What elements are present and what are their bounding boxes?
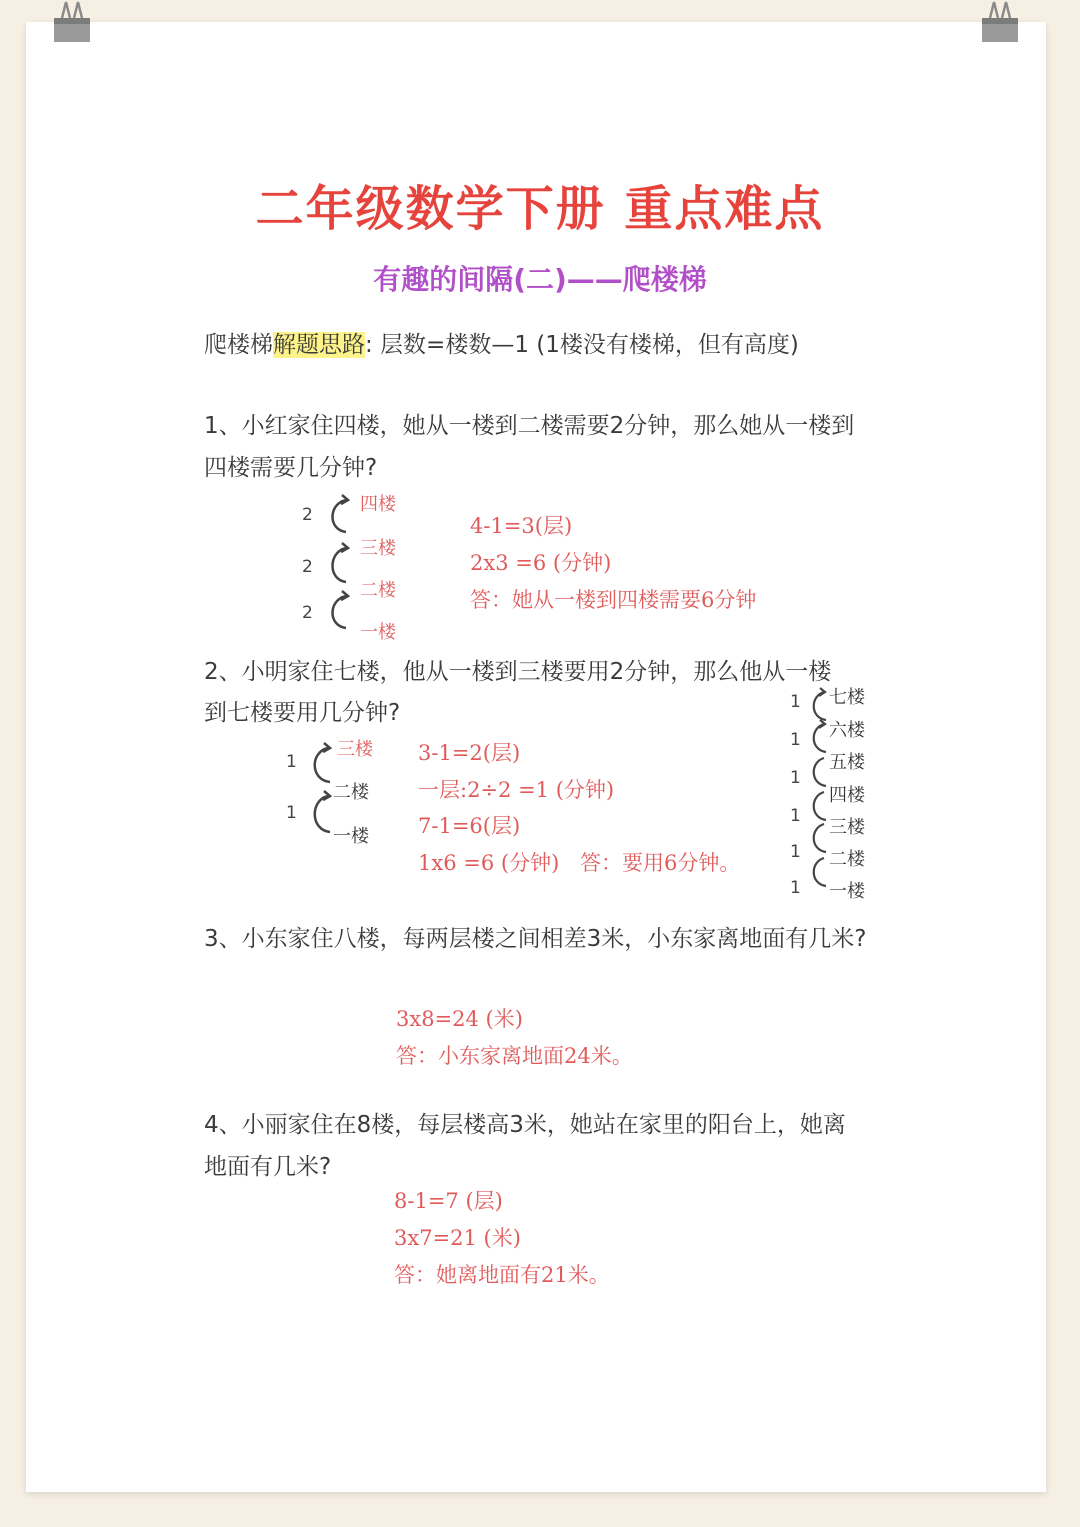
floor-label: 一楼 — [333, 826, 369, 847]
curved-arrow-icon — [304, 736, 344, 840]
q2-line1: 2、小明家住七楼，他从一楼到三楼要用2分钟，那么他从一楼 — [204, 659, 832, 685]
tip-line — [204, 326, 799, 359]
q4-solution-line: 3x7=21 (米) — [394, 1226, 521, 1250]
tip-rest: : 层数=楼数—1 (1楼没有楼梯，但有高度) — [365, 332, 799, 358]
q2-solution-line: 1x6 =6 (分钟) — [418, 851, 560, 875]
step-count: 2 — [302, 603, 313, 623]
floor-label: 六楼 — [829, 720, 865, 741]
step-count: 1 — [790, 730, 801, 750]
curved-arrow-icon — [806, 686, 832, 900]
step-count: 2 — [302, 505, 313, 525]
q1-line2: 四楼需要几分钟? — [204, 455, 378, 481]
floor-label: 一楼 — [360, 622, 396, 643]
q4-line2: 地面有几米? — [204, 1154, 332, 1180]
curved-arrow-icon — [322, 490, 362, 640]
q3-answer: 答：小东家离地面24米。 — [396, 1044, 633, 1068]
step-count: 1 — [286, 803, 297, 823]
floor-label: 二楼 — [333, 782, 369, 803]
binder-clip-icon — [50, 0, 94, 44]
floor-label: 二楼 — [829, 849, 865, 870]
step-count: 1 — [286, 752, 297, 772]
q4-solution-line: 8-1=7 (层) — [394, 1189, 503, 1213]
q1-solution-line: 4-1=3(层) — [470, 514, 573, 538]
step-count: 1 — [790, 842, 801, 862]
q1-solution-line: 2x3 =6 (分钟) — [470, 551, 612, 575]
floor-label: 三楼 — [360, 538, 396, 559]
tip-highlight: 解题思路 — [273, 332, 365, 358]
q2-line2: 到七楼要用几分钟? — [204, 700, 401, 726]
floor-label: 五楼 — [829, 752, 865, 773]
q3-solution-line: 3x8=24 (米) — [396, 1007, 523, 1031]
binder-clip-icon — [978, 0, 1022, 44]
q2-solution-line: 7-1=6(层) — [418, 814, 521, 838]
page-title: 二年级数学下册 重点难点 — [255, 181, 825, 237]
q4-answer: 答：她离地面有21米。 — [394, 1263, 610, 1287]
step-count: 1 — [790, 768, 801, 788]
floor-label: 七楼 — [829, 687, 865, 708]
q1-line1: 1、小红家住四楼，她从一楼到二楼需要2分钟，那么她从一楼到 — [204, 413, 855, 439]
step-count: 1 — [790, 692, 801, 712]
step-count: 1 — [790, 806, 801, 826]
step-count: 1 — [790, 878, 801, 898]
q2-solution-line: 3-1=2(层) — [418, 741, 521, 765]
step-count: 2 — [302, 557, 313, 577]
page-subtitle: 有趣的间隔(二)——爬楼梯 — [373, 263, 707, 296]
floor-label: 三楼 — [829, 817, 865, 838]
q1-answer: 答：她从一楼到四楼需要6分钟 — [470, 588, 757, 612]
floor-label: 一楼 — [829, 881, 865, 902]
floor-label: 四楼 — [829, 785, 865, 806]
floor-label: 三楼 — [337, 739, 373, 760]
q2-answer: 答：要用6分钟。 — [580, 851, 741, 875]
tip-prefix: 爬楼梯 — [204, 332, 273, 358]
floor-label: 二楼 — [360, 580, 396, 601]
q3-line1: 3、小东家住八楼，每两层楼之间相差3米，小东家离地面有几米? — [204, 926, 867, 952]
floor-label: 四楼 — [360, 494, 396, 515]
q2-solution-line: 一层:2÷2 =1 (分钟) — [418, 778, 615, 802]
q4-line1: 4、小丽家住在8楼，每层楼高3米，她站在家里的阳台上，她离 — [204, 1112, 846, 1138]
